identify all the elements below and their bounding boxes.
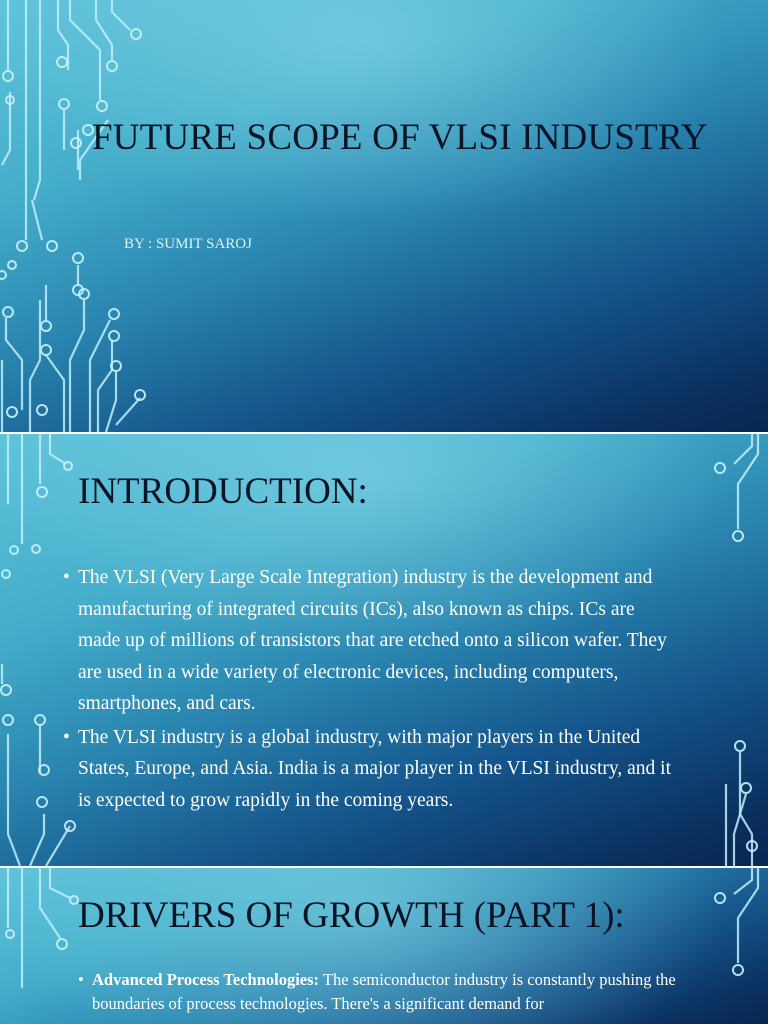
introduction-bullet-list [78, 562, 678, 818]
title-slide [0, 0, 768, 432]
drivers-bullet-list [92, 968, 702, 1016]
introduction-bullet-2: • The VLSI industry is a global industry, with major players in the United States, Europe, and Asia. India is a major player in the VLSI industry, and it is expected to grow rapidly in the coming years. [78, 722, 678, 817]
circuit-decoration-left-icon [0, 868, 80, 1024]
circuit-decoration-icon [0, 0, 160, 432]
introduction-heading: INTRODUCTION: [78, 471, 368, 512]
drivers-bullet-1 [92, 968, 702, 1016]
drivers-slide [0, 868, 768, 1024]
drivers-heading: DRIVERS OF GROWTH (PART 1): [78, 895, 625, 936]
circuit-decoration-left-icon [0, 434, 80, 866]
circuit-decoration-right-icon [698, 868, 768, 1024]
introduction-bullet-1: • The VLSI (Very Large Scale Integration) industry is the development and manufacturing of integrated circuits (ICs), also known as chips. ICs are made up of millions of transistors that are etched onto a silicon wafer. They are used in a wide variety of electronic devices, including computers, smartphones, and cars. [78, 562, 678, 720]
drivers-bullet-text: The semiconductor industry is constantly pushing the boundaries of process technologies. There's a significant demand for [92, 970, 676, 1013]
author-byline: BY : SUMIT SAROJ [124, 236, 252, 252]
drivers-bullet-lead: Advanced Process Technologies: [92, 970, 320, 989]
slide-title: FUTURE SCOPE OF VLSI INDUSTRY [92, 117, 708, 158]
introduction-slide [0, 434, 768, 866]
circuit-decoration-right-icon [698, 434, 768, 866]
